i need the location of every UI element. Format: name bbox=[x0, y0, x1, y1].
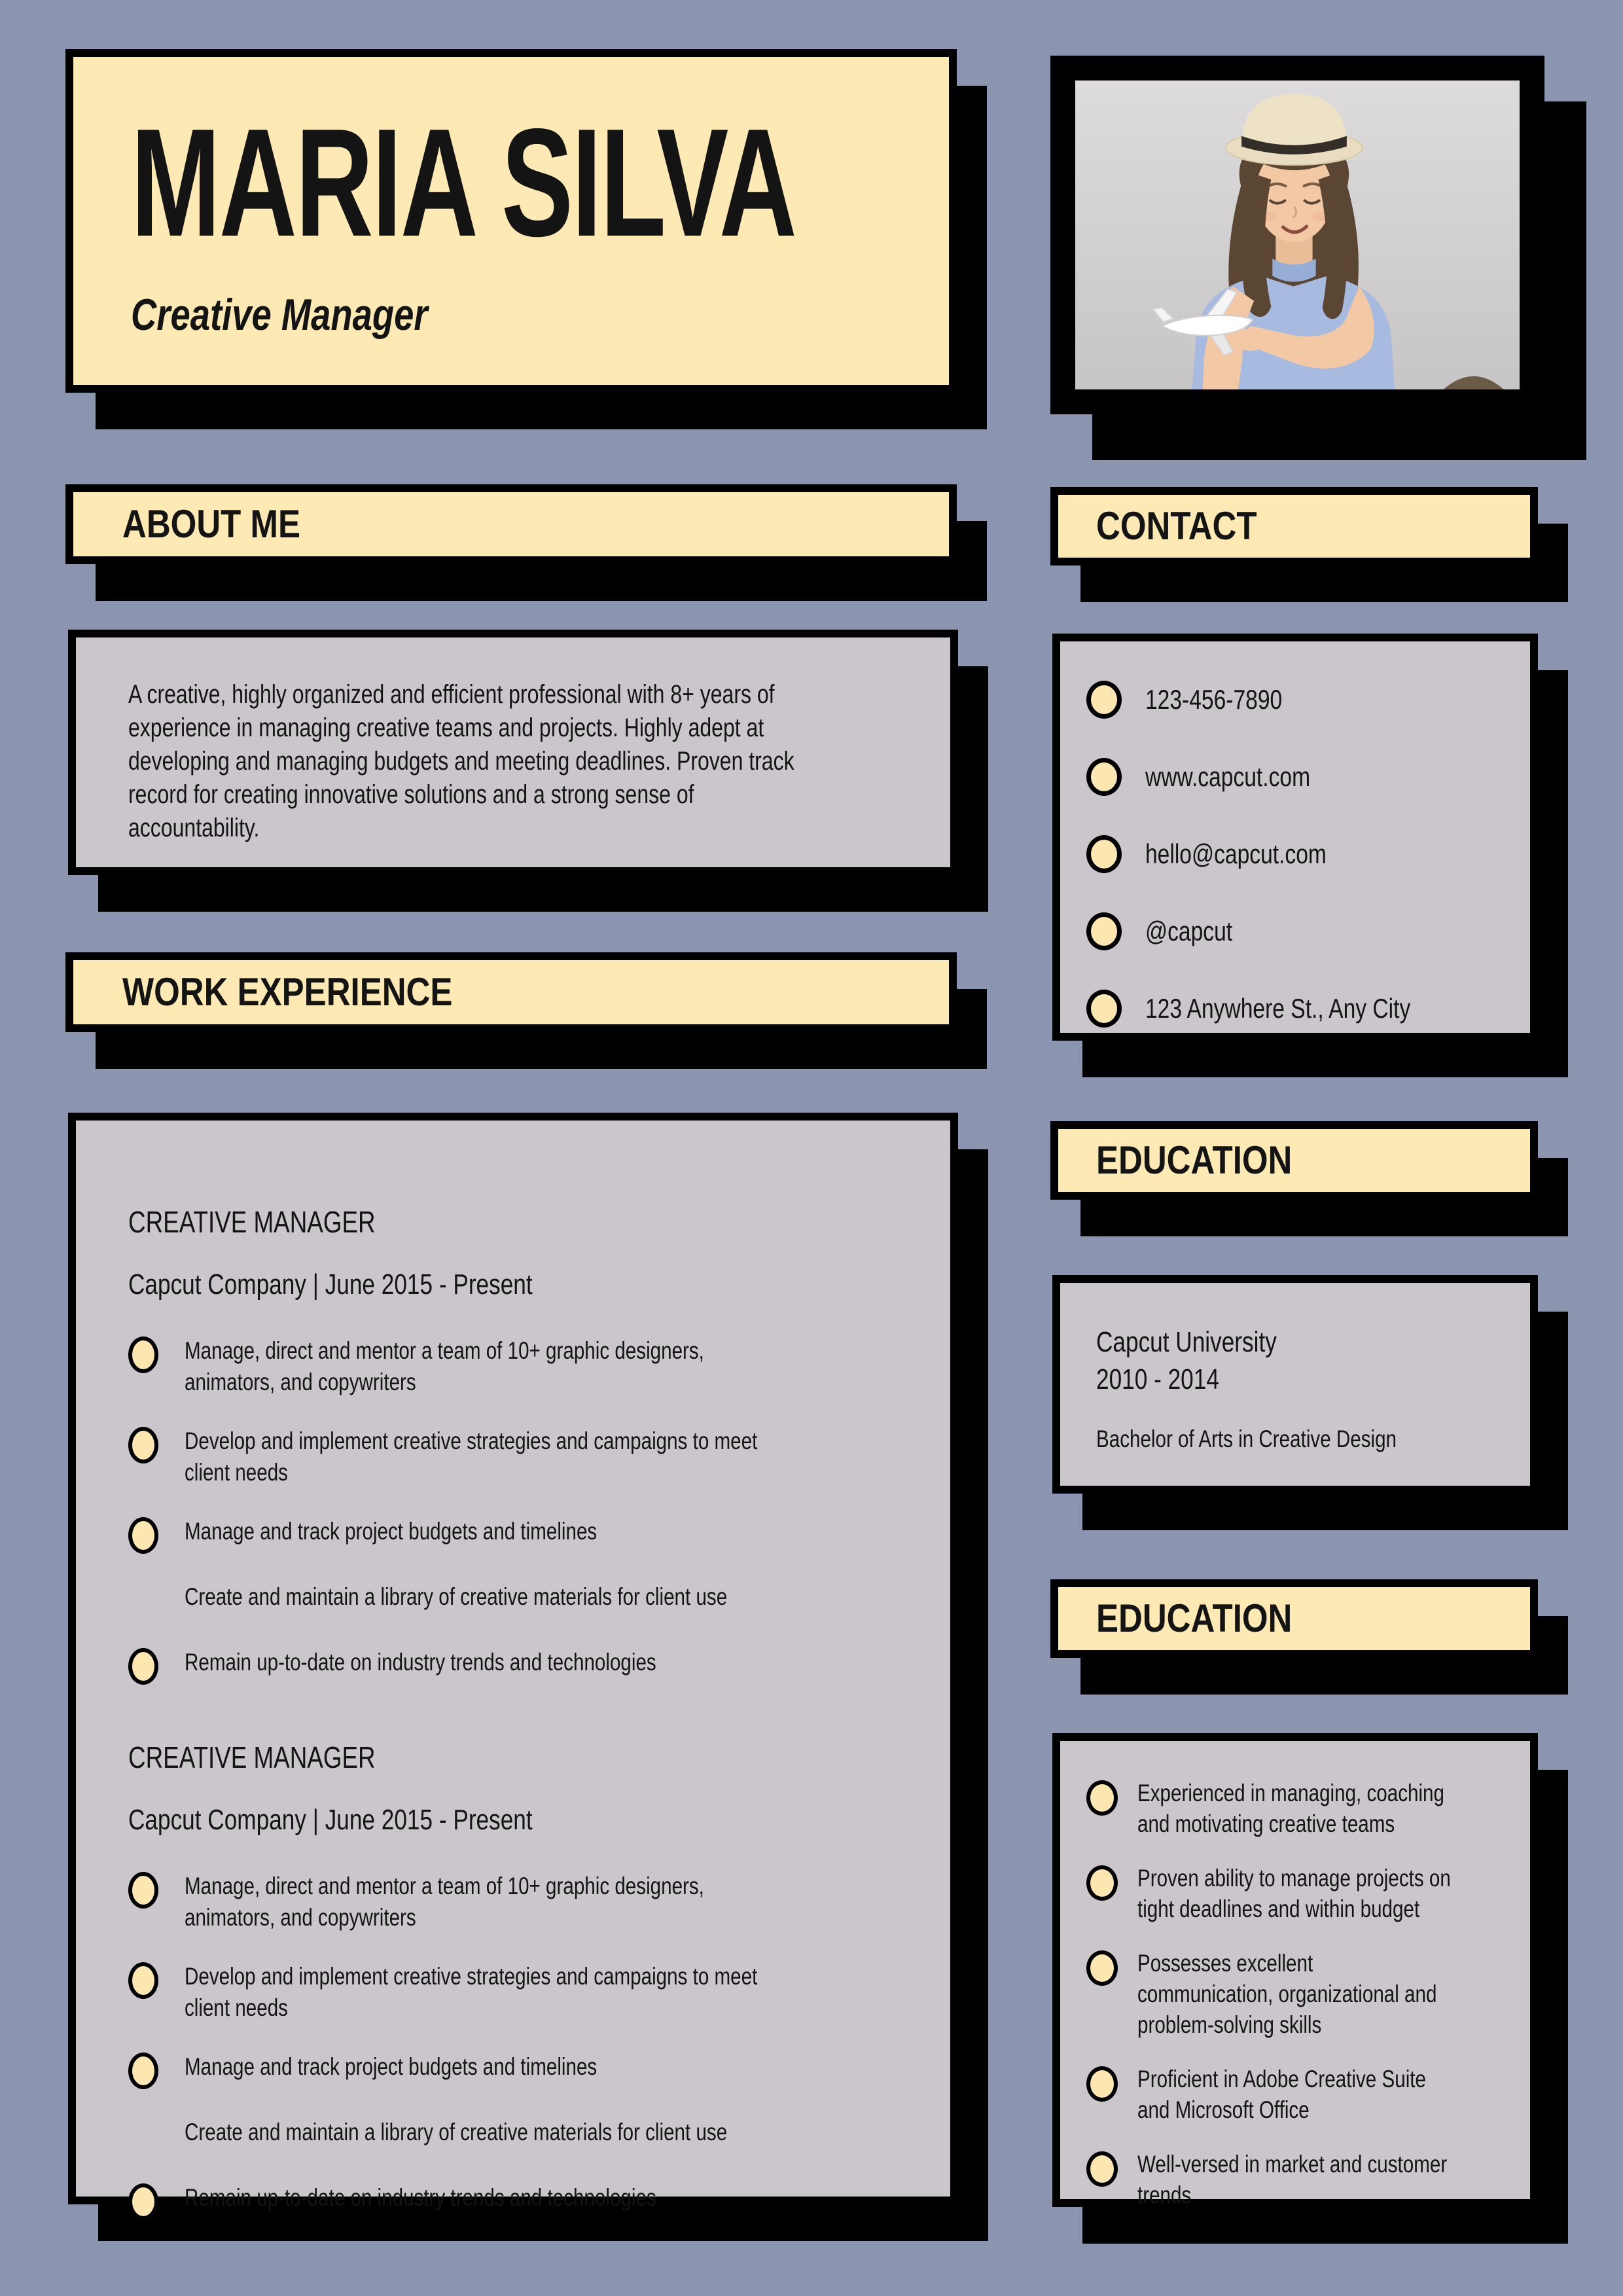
job-bullet-item bbox=[128, 1581, 950, 1619]
skill-item-text: Proficient in Adobe Creative Suite and Microsoft Office bbox=[1137, 2066, 1426, 2123]
about-section-header bbox=[65, 484, 957, 564]
job-bullet-text: Develop and implement creative strategies and campaigns to meet client needs bbox=[185, 1963, 758, 2021]
job-bullet-item bbox=[128, 2051, 950, 2089]
contact-heading bbox=[1096, 504, 1285, 548]
profile-photo-frame bbox=[1050, 56, 1544, 414]
bullet-circle-icon bbox=[128, 2183, 158, 2220]
skill-item bbox=[1086, 1863, 1530, 1924]
skills-heading bbox=[1096, 1596, 1327, 1640]
education-section-header bbox=[1050, 1121, 1538, 1200]
bullet-circle-icon bbox=[1086, 835, 1122, 873]
job-bullet-item bbox=[128, 1647, 950, 1685]
job-bullet-text: Manage, direct and mentor a team of 10+ graphic designers, animators, and copywriters bbox=[185, 1873, 704, 1931]
education-school bbox=[1096, 1323, 1530, 1361]
skills-list bbox=[1086, 1778, 1530, 2210]
skill-item bbox=[1086, 1948, 1530, 2040]
bullet-circle-icon bbox=[1086, 681, 1122, 719]
contact-heading-text: CONTACT bbox=[1096, 504, 1257, 548]
job-title bbox=[128, 1741, 950, 1774]
education-heading-text: EDUCATION bbox=[1096, 1138, 1293, 1182]
education-school-text: Capcut University bbox=[1096, 1326, 1277, 1358]
job-bullet-list bbox=[128, 1871, 950, 2220]
portrait-photo-illustration bbox=[1075, 81, 1520, 389]
job-bullet-item bbox=[128, 1426, 950, 1488]
job-bullet-text: Manage, direct and mentor a team of 10+ graphic designers, animators, and copywriters bbox=[185, 1337, 704, 1395]
contact-panel bbox=[1052, 634, 1538, 1041]
contact-item-text: 123 Anywhere St., Any City bbox=[1145, 993, 1411, 1024]
skill-item-text: Experienced in managing, coaching and motivating creative teams bbox=[1137, 1780, 1444, 1837]
education-panel bbox=[1052, 1275, 1538, 1494]
job-bullet-item bbox=[128, 1516, 950, 1554]
job-company-dates bbox=[128, 1268, 950, 1301]
job-bullet-text: Develop and implement creative strategies and campaigns to meet client needs bbox=[185, 1427, 758, 1486]
work-heading bbox=[122, 970, 510, 1014]
job-bullet-item bbox=[128, 2182, 950, 2220]
skill-item-text: Proven ability to manage projects on tight deadlines and within budget bbox=[1137, 1865, 1451, 1922]
skills-heading-text: EDUCATION bbox=[1096, 1596, 1293, 1640]
contact-item bbox=[1086, 835, 1530, 873]
education-heading bbox=[1096, 1138, 1327, 1182]
job-bullet-item bbox=[128, 1335, 950, 1398]
work-section-header bbox=[65, 952, 957, 1032]
bullet-circle-icon bbox=[1086, 2066, 1118, 2102]
bullet-circle-icon bbox=[1086, 1950, 1118, 1986]
contact-item bbox=[1086, 681, 1530, 719]
job-company-text: Capcut Company | June 2015 - Present bbox=[128, 1268, 533, 1300]
bullet-circle-icon bbox=[128, 1872, 158, 1909]
bullet-circle-icon bbox=[1086, 758, 1122, 796]
contact-item bbox=[1086, 758, 1530, 796]
bullet-circle-icon bbox=[1086, 2151, 1118, 2187]
contact-item-text: www.capcut.com bbox=[1145, 761, 1311, 792]
job-bullet-text: Manage and track project budgets and timelines bbox=[185, 1518, 597, 1545]
contact-item bbox=[1086, 912, 1530, 950]
job-title-text: CREATIVE MANAGER bbox=[128, 1205, 376, 1239]
education-degree-text: Bachelor of Arts in Creative Design bbox=[1096, 1426, 1397, 1452]
skill-item bbox=[1086, 2064, 1530, 2125]
work-heading-text: WORK EXPERIENCE bbox=[122, 970, 453, 1014]
education-years-text: 2010 - 2014 bbox=[1096, 1363, 1219, 1395]
job-bullet-item bbox=[128, 2117, 950, 2155]
job-bullet-text: Remain up-to-date on industry trends and technologies bbox=[185, 2184, 656, 2211]
about-heading bbox=[122, 502, 332, 546]
name-heading bbox=[131, 96, 923, 268]
job-bullet-item bbox=[128, 1961, 950, 2024]
about-panel bbox=[68, 630, 958, 875]
job-company-text: Capcut Company | June 2015 - Present bbox=[128, 1804, 533, 1836]
contact-item bbox=[1086, 990, 1530, 1028]
bullet-circle-icon bbox=[128, 1648, 158, 1685]
skill-item-text: Possesses excellent communication, organizational and problem-solving skills bbox=[1137, 1950, 1437, 2038]
role-text: Creative Manager bbox=[131, 290, 428, 340]
job-title bbox=[128, 1206, 950, 1238]
skill-item bbox=[1086, 2149, 1530, 2210]
contact-item-text: hello@capcut.com bbox=[1145, 838, 1327, 869]
education-years bbox=[1096, 1361, 1530, 1398]
bullet-circle-icon bbox=[128, 1517, 158, 1554]
contact-item-text: @capcut bbox=[1145, 916, 1233, 946]
about-paragraph: A creative, highly organized and efficient professional with 8+ years of experience in managing creative teams and projects. Highly adept at developing and managing budgets and meeting deadlines. Proven track record for creating innovative solutions and a strong sense of accountability. bbox=[128, 680, 794, 842]
work-panel bbox=[68, 1113, 958, 2211]
bullet-circle-icon bbox=[128, 1427, 158, 1463]
job-bullet-text: Create and maintain a library of creative materials for client use bbox=[185, 2119, 728, 2145]
job-bullet-list bbox=[128, 1335, 950, 1685]
skills-section-header bbox=[1050, 1579, 1538, 1658]
job-bullet-item bbox=[128, 1871, 950, 1933]
skill-item bbox=[1086, 1778, 1530, 1839]
bullet-circle-icon bbox=[1086, 1780, 1118, 1816]
job-entry bbox=[128, 1206, 950, 1685]
contact-section-header bbox=[1050, 487, 1538, 565]
role-title bbox=[131, 289, 923, 340]
bullet-circle-icon bbox=[1086, 1865, 1118, 1901]
header-panel bbox=[65, 49, 957, 393]
job-bullet-text: Create and maintain a library of creative materials for client use bbox=[185, 1583, 728, 1610]
name-text: MARIA SILVA bbox=[131, 96, 796, 268]
bullet-circle-icon bbox=[128, 1336, 158, 1373]
bullet-circle-icon bbox=[1086, 990, 1122, 1028]
bullet-circle-icon bbox=[128, 1962, 158, 1999]
job-bullet-text: Manage and track project budgets and timelines bbox=[185, 2053, 597, 2080]
job-entry bbox=[128, 1741, 950, 2220]
job-company-dates bbox=[128, 1804, 950, 1837]
about-heading-text: ABOUT ME bbox=[122, 502, 300, 546]
job-title-text: CREATIVE MANAGER bbox=[128, 1740, 376, 1774]
job-bullet-text: Remain up-to-date on industry trends and technologies bbox=[185, 1649, 656, 1676]
skills-panel bbox=[1052, 1733, 1538, 2207]
contact-item-text: 123-456-7890 bbox=[1145, 684, 1283, 715]
skill-item-text: Well-versed in market and customer trends bbox=[1137, 2151, 1448, 2208]
bullet-circle-icon bbox=[128, 2053, 158, 2089]
education-degree bbox=[1096, 1426, 1530, 1453]
bullet-circle-icon bbox=[1086, 912, 1122, 950]
